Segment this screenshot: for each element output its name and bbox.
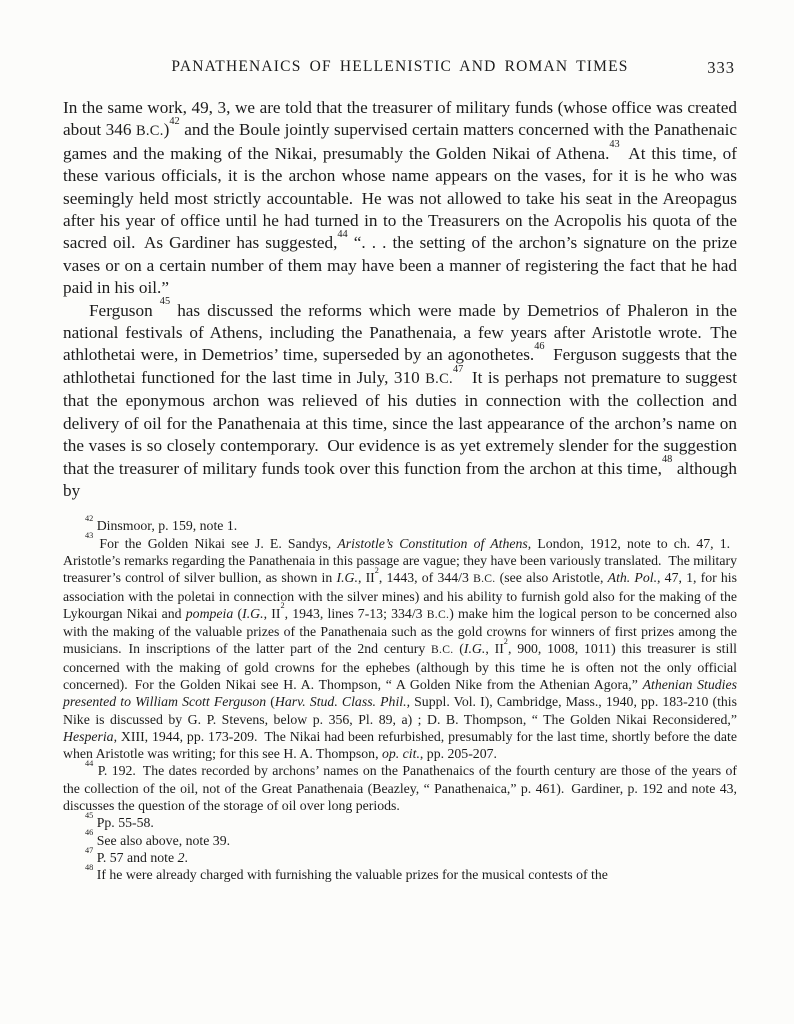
footnotes-section	[63, 514, 738, 883]
page-header	[63, 58, 737, 78]
footnote-marker: 44	[85, 759, 94, 769]
footnote-marker: 46	[85, 828, 94, 838]
footnote-marker: 43	[85, 531, 94, 541]
article-title: PANATHENAICS OF HELLENISTIC AND ROMAN TIMES	[171, 58, 629, 75]
footnote-marker: 48	[85, 862, 94, 872]
footnote: $^{46}$ See also above, note 39.	[85, 828, 231, 848]
footnote: $^{45}$ Pp. 55-58.	[85, 811, 154, 831]
footnote: $^{43}$ For the Golden Nikai see J. E. Sandys, Aristotle’s Constitution of Athens, London, 1912, note to ch. 47, 1. Aristotle’s remarks regarding the Panathenaia in this passage are vague; they have been variously translated. The military treasurer’s control of silver bullion, as shown in I.G., $II^2$, 1443, of 344/3 B.C. (see also Aristotle, Ath. Pol., 47, 1, for his association with the poletai in connection with the silver mines) and his ability to furnish gold also for the making of the Lykourgan Nikai and pompeia (I.G., $II^2$, 1943, lines 7-13; 334/3 B.C.) make him the logical person to be concerned also with the making of the valuable prizes of the Panathenaia such as the gold crowns for winners of first prizes among the musicians. In inscriptions of the latter part of the 2nd century B.C. (I.G., $II^2$, 900, 1008, 1011) this treasurer is still concerned with the making of gold crowns for the ephebes (although by this time he is often not the only official concerned). For the Golden Nikai see H. A. Thompson, “ A Golden Nike from the Athenian Agora,” Athenian Studies presented to William Scott Ferguson (Harv. Stud. Class. Phil., Suppl. Vol. I), Cambridge, Mass., 1940, pp. 183-210 (this Nike is discussed by G. P. Stevens, below p. 356, Pl. 89, a) ; D. B. Thompson, “ The Golden Nikai Reconsidered,” Hesperia, XIII, 1944, pp. 173-209. The Nikai had been refurbished, presumably for the last time, shortly before the date when Aristotle was writing; for this see H. A. Thompson, op. cit., pp. 205-207.	[63, 531, 738, 762]
paragraph-1: In the same work, 49, 3, we are told that the treasurer of military funds (whose office was created about 346 B.C.)$^{42}$ and the Boule jointly supervised certain matters concerned with the Panathenaic games and the making of the Nikai, presumably the Golden Nikai of Athena.$^{43}$ At this time, of these various officials, it is the archon whose name appears on the vases, for it is he who was seemingly held most strictly accountable. He was not allowed to take his seat in the Areopagus after his year of office until he had turned in to the Treasurers on the Acropolis his quota of the sacred oil. As Gardiner has suggested,$^{44}$ “. . . the setting of the archon’s signature on the prize vases or on a certain number of them may have been a manner of registering the fact that he had paid in his oil.”	[63, 98, 737, 298]
paragraph-2: Ferguson $^{45}$ has discussed the reforms which were made by Demetrios of Phaleron in the national festivals of Athens, including the Panathenaia, a few years after Aristotle wrote. The athlothetai were, in Demetrios’ time, superseded by an agonothetes.$^{46}$ Ferguson suggests that the athlothetai functioned for the last time in July, 310 B.C.$^{47}$ It is perhaps not premature to suggest that the eponymous archon was relieved of his duties in connection with the collection and delivery of oil for the Panathenaia at this time, since the last appearance of the archon’s name on the vases is so closely contemporary. Our evidence is as yet extremely slender for the suggestion that the treasurer of military funds took over this function from the archon at this time,$^{48}$ although by	[63, 296, 737, 500]
footnote-marker: 42	[85, 514, 94, 523]
footnote-marker: 45	[85, 811, 94, 821]
footnote: $^{42}$ Dinsmoor, p. 159, note 1.	[85, 514, 238, 534]
footnote: $^{44}$ P. 192. The dates recorded by archons’ names on the Panathenaics of the fourth century are those of the years of the collection of the oil, not of the Great Panathenaia (Beazley, “ Panathenaica,” p. 461). Gardiner, p. 192 and note 43, discusses the question of the storage of oil over long periods.	[63, 759, 737, 814]
article-body	[63, 97, 737, 502]
page-number: 333	[707, 58, 735, 77]
footnote: $^{47}$ P. 57 and note 2.	[85, 845, 188, 865]
footnote: $^{48}$ If he were already charged with furnishing the valuable prizes for the musical contests of the	[85, 862, 608, 883]
footnote-marker: 47	[85, 845, 94, 855]
